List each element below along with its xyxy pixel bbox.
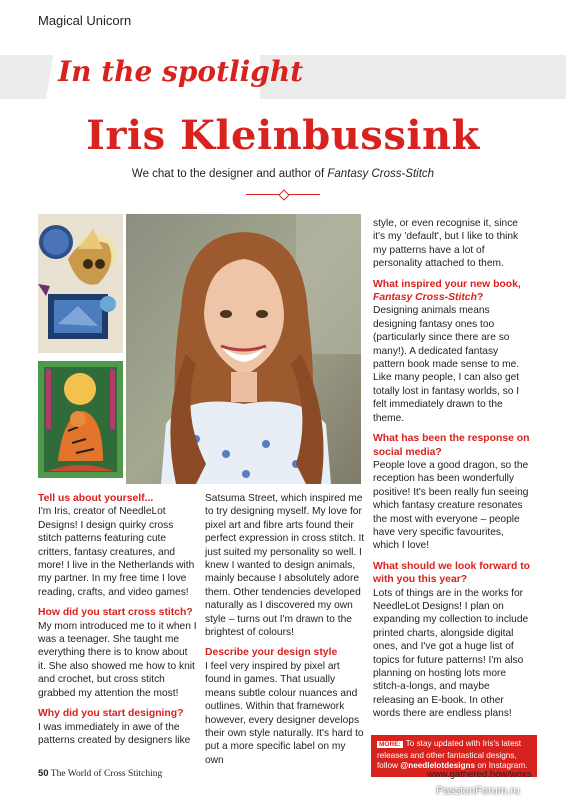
heading-future: What should we look forward to with you this year?	[373, 560, 531, 586]
page-number: 50	[38, 768, 49, 779]
paragraph-future: Lots of things are in the works for NeedleLot Designs! I plan on expanding my collection to include printed charts, alongside digital ones, and I've got a huge list of topics for future patterns! I'm also planning on hosting lots more stitch-a-longs, and maybe releasing an E-book. In other words there are endless plans!	[373, 587, 529, 720]
column-right	[373, 217, 531, 728]
heading-about: Tell us about yourself...	[38, 493, 154, 504]
column-middle	[205, 492, 365, 774]
heading-book	[373, 278, 531, 305]
standfirst-book: Fantasy Cross-Stitch	[327, 168, 435, 180]
heading-designing: Why did you start designing?	[38, 708, 184, 720]
footer-url[interactable]: www.gathered.how/woxs	[427, 769, 532, 780]
banner-title: In the spotlight	[58, 55, 304, 88]
instagram-handle[interactable]: @needlelotdesigns	[400, 761, 476, 771]
paragraph-style: I feel very inspired by pixel art found in games. That usually means subtle colour nuances and outlines. Within that framework however, every designer develops their own style naturally. It's hard to put a more specific label on my own	[205, 660, 364, 766]
standfirst-text: We chat to the designer and author of	[131, 168, 328, 180]
standfirst	[0, 168, 566, 180]
paragraph-designing: I was immediately in awe of the patterns created by designers like	[38, 721, 191, 746]
paragraph-style-cont: style, or even recognise it, since it's my 'default', but I like to think my patterns have a lot of personality attached to them.	[373, 218, 519, 270]
heading-book-end: ?	[476, 292, 484, 304]
heading-book-text: What inspired your new book,	[373, 278, 521, 290]
paragraph-about: I'm Iris, creator of NeedleLot Designs! I design quirky cross stitch patterns featuring cute critters, fantasy creatures, and more! I live in the Netherlands with my partner. In my free time I love reading, crafts, and video games!	[38, 506, 195, 598]
heading-start: How did you start cross stitch?	[38, 607, 193, 619]
more-text-end: on Instagram.	[475, 761, 528, 771]
heading-response: What has been the response on social media?	[373, 433, 530, 458]
magazine-name: The World of Cross Stitching	[50, 769, 163, 779]
tiger-pattern-image	[38, 361, 123, 478]
divider-diamond-icon	[278, 189, 289, 200]
heading-book-title: Fantasy Cross-Stitch	[373, 292, 477, 304]
watermark: PassionForum.ru	[436, 785, 520, 797]
paragraph-book: Designing animals means designing fantasy ones too (particularly since there are so many!). A dedicated fantasy pattern book made sense to me. Like many people, I can also get totally lost in fantasy worlds, so I felt immediately drawn to the theme.	[373, 305, 520, 424]
more-text: To stay updated with Iris's latest releases and other fantastical designs, follow	[377, 739, 522, 771]
paragraph-response: People love a good dragon, so the reception has been wonderfully positive! It's been really fun seeing which fantasy creature resonates the most with everyone – people have very specific favourites, which I love!	[373, 459, 529, 552]
section-label: Magical Unicorn	[38, 13, 132, 28]
owl-pattern-image	[38, 214, 123, 353]
paragraph-start: My mom introduced me to it when I was a teenager. She taught me everything there is to know about it. She also showed me how to knit and crochet, but cross stitch grabbed my attention the most!	[38, 620, 197, 699]
page-folio	[38, 768, 162, 779]
article-title: Iris Kleinbussink	[86, 112, 480, 159]
column-left	[38, 492, 198, 754]
paragraph-designing-cont: Satsuma Street, which inspired me to try designing myself. My love for pixel art and fibre arts found their perfect expression in cross stitch. It just suited my personality so well. I knew I wanted to design animals, mainly because I absolutely adore them. Other tendencies developed naturally as I discovered my own style – turns out I'm drawn to the brightest of colours!	[205, 493, 365, 639]
more-tag: MORE:	[379, 741, 401, 748]
portrait-photo	[126, 214, 361, 484]
heading-style: Describe your design style	[205, 647, 338, 659]
